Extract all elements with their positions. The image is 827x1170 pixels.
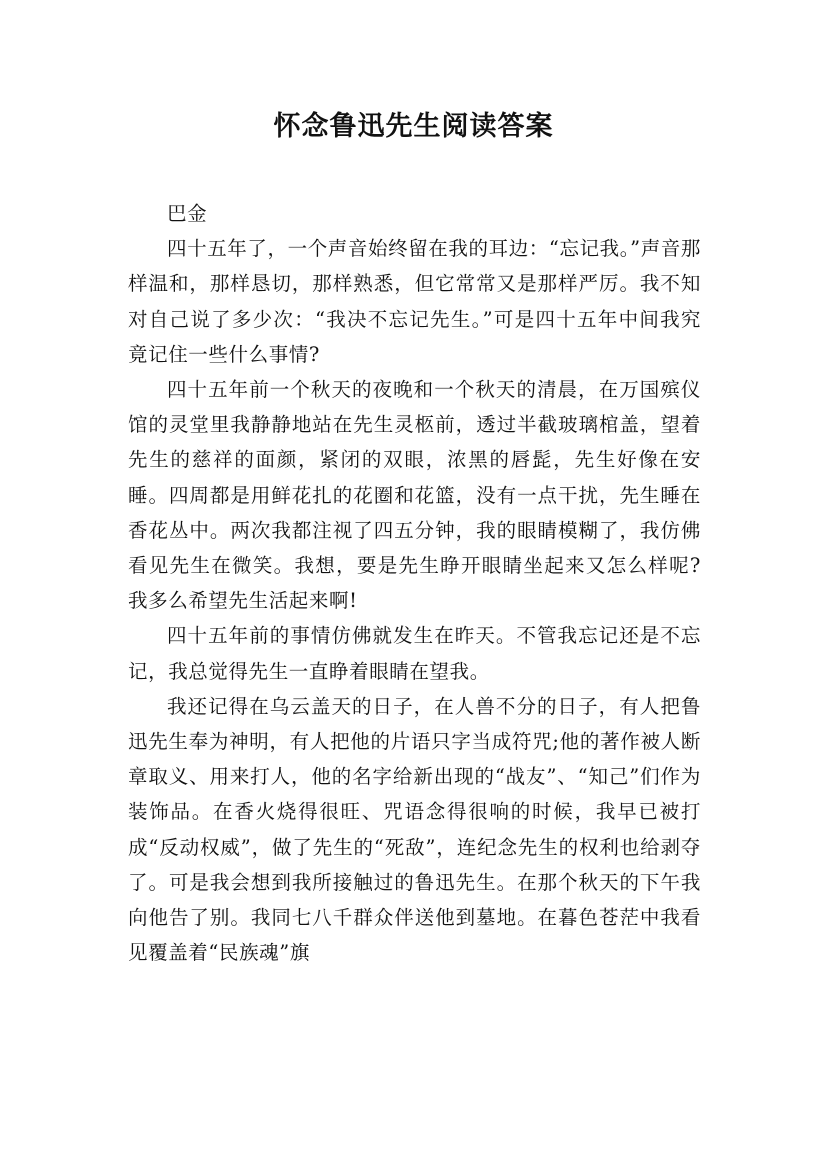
paragraph-4: 我还记得在乌云盖天的日子，在人兽不分的日子，有人把鲁迅先生奉为神明，有人把他的片语只字当成符咒;他的著作被人断章取义、用来打人，他的名字给新出现的“战友”、“知己”们作为装饰品。在香火烧得很旺、咒语念得很响的时候，我早已被打成“反动权威”，做了先生的“死敌”，连纪念先生的权利也给剥夺了。可是我会想到我所接触过的鲁迅先生。在那个秋天的下午我向他告了别。我同七八千群众伴送他到墓地。在暮色苍茫中我看见覆盖着“民族魂”旗 [128,694,701,965]
document-title: 怀念鲁迅先生阅读答案 [273,111,554,142]
paragraph-1: 四十五年了，一个声音始终留在我的耳边：“忘记我。”声音那样温和，那样恳切，那样熟悉，但它常常又是那样严厉。我不知对自己说了多少次：“我决不忘记先生。”可是四十五年中间我究竟记住一些什么事情? [128,237,701,366]
document-body [128,196,701,970]
author-line: 巴金 [167,202,208,225]
paragraph-3: 四十五年前的事情仿佛就发生在昨天。不管我忘记还是不忘记，我总觉得先生一直睁着眼睛在望我。 [128,624,701,683]
paragraph-2: 四十五年前一个秋天的夜晚和一个秋天的清晨，在万国殡仪馆的灵堂里我静静地站在先生灵柩前，透过半截玻璃棺盖，望着先生的慈祥的面颜，紧闭的双眼，浓黑的唇髭，先生好像在安睡。四周都是用鲜花扎的花圈和花篮，没有一点干扰，先生睡在香花丛中。两次我都注视了四五分钟，我的眼睛模糊了，我仿佛看见先生在微笑。我想，要是先生睁开眼睛坐起来又怎么样呢?我多么希望先生活起来啊! [128,378,701,613]
